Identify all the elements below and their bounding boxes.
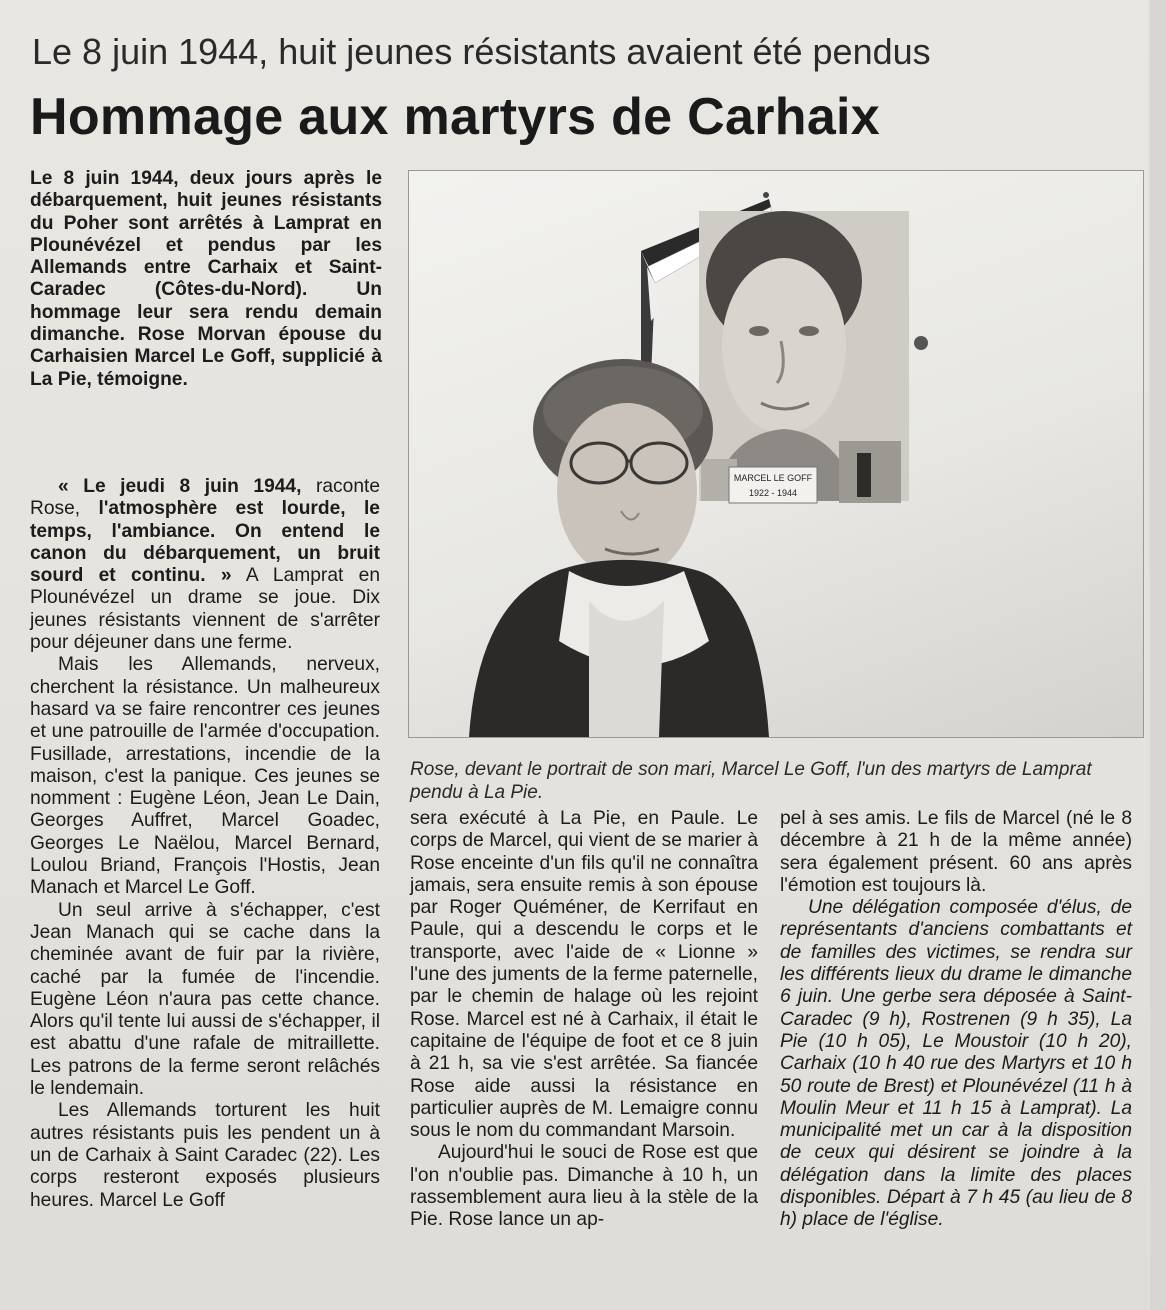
article-headline: Hommage aux martyrs de Carhaix: [30, 88, 881, 146]
photo-caption: Rose, devant le portrait de son mari, Marcel Le Goff, l'un des martyrs de Lamprat pendu à La Pie.: [410, 759, 1092, 803]
article-kicker: Le 8 juin 1944, huit jeunes résistants avaient été pendus: [32, 31, 931, 72]
paragraph-8: Une délégation composée d'élus, de représentants d'anciens combattants et de familles des victimes, se rendra sur les différents lieux du drame le dimanche 6 juin. Une gerbe sera déposée à Saint-Caradec (9 h), Rostrenen (9 h 35), La Pie (10 h 05), Le Moustoir (10 h 20), Carhaix (10 h 40 rue des Martyrs et 10 h 50 route de Brest) et Plounévézel (11 h à Moulin Meur et 11 h 15 à Lamprat). La municipalité met un car à la disposition de ceux qui désirent se joindre à la délégation dans la limite des places disponibles. Départ à 7 h 45 (au lieu de 8 h) place de l'église.: [780, 897, 1132, 1231]
article-column-3: [780, 808, 1132, 1232]
paragraph-4: Les Allemands torturent les huit autres résistants puis les pendent un à un de Carhaix à Saint Caradec (22). Les corps resteront exposés plusieurs heures. Marcel Le Goff: [30, 1100, 380, 1211]
article-column-2: [410, 808, 758, 1232]
adjacent-article-strip: [1150, 0, 1166, 1310]
article-column-1: [30, 476, 380, 1212]
paragraph-6: Aujourd'hui le souci de Rose est que l'on n'oublie pas. Dimanche à 10 h, un rassemblement aura lieu à la stèle de la Pie. Rose lance un ap-: [410, 1142, 758, 1231]
portrait-years-label: 1922 - 1944: [748, 488, 798, 498]
paragraph-3: Un seul arrive à s'échapper, c'est Jean Manach qui se cache dans la cheminée avant de fuir par la rivière, caché par la fumée de l'incendie. Eugène Léon n'aura pas cette chance. Alors qu'il tente lui aussi de s'échapper, il est abattu d'une rafale de mitraillette. Les patrons de la ferme seront relâchés le lendemain.: [30, 899, 380, 1100]
article-photo: [408, 170, 1144, 738]
paragraph-5: sera exécuté à La Pie, en Paule. Le corps de Marcel, qui vient de se marier à Rose enceinte d'un fils qu'il ne connaîtra jamais, sera ensuite remis à son épouse par Roger Quéméner, de Kerrifaut en Paule, qui a descendu le corps et le transporte, avec l'aide de « Lionne » l'une des juments de la ferme paternelle, par le chemin de halage où les rejoint Rose. Marcel est né à Carhaix, il était le capitaine de l'équipe de foot et ce 8 juin à 21 h, sa vie s'est arrêtée. Sa fiancée Rose aide aussi la résistance en particulier auprès de M. Lemaigre connu sous le nom du commandant Marsoin.: [410, 808, 758, 1142]
article-lead: Le 8 juin 1944, deux jours après le débarquement, huit jeunes résistants du Poher sont arrêtés à Lamprat en Plounévézel et pendus par les Allemands entre Carhaix et Saint-Caradec (Côtes-du-Nord). Un hommage leur sera rendu demain dimanche. Rose Morvan épouse du Carhaisien Marcel Le Goff, supplicié à La Pie, témoigne.: [30, 168, 382, 390]
paragraph-1: « Le jeudi 8 juin 1944, raconte Rose, l'atmosphère est lourde, le temps, l'ambiance. On entend le canon du débarquement, un bruit sourd et continu. » A Lamprat en Plounévézel un drame se joue. Dix jeunes résistants viennent de s'arrêter pour déjeuner dans une ferme.: [30, 476, 380, 654]
portrait-name-label: MARCEL LE GOFF: [733, 473, 813, 483]
paragraph-2: Mais les Allemands, nerveux, cherchent la résistance. Un malheureux hasard va se faire rencontrer ces jeunes et une patrouille de l'armée d'occupation. Fusillade, arrestations, incendie de la maison, c'est la panique. Ces jeunes se nomment : Eugène Léon, Jean Le Dain, Georges Auffret, Marcel Goadec, Georges Le Naëlou, Marcel Bernard, Loulou Briand, François l'Hostis, Jean Manach et Marcel Le Goff.: [30, 654, 380, 899]
paragraph-7: pel à ses amis. Le fils de Marcel (né le 8 décembre à 21 h de la même année) sera également présent. 60 ans après l'émotion est toujours là.: [780, 808, 1132, 896]
